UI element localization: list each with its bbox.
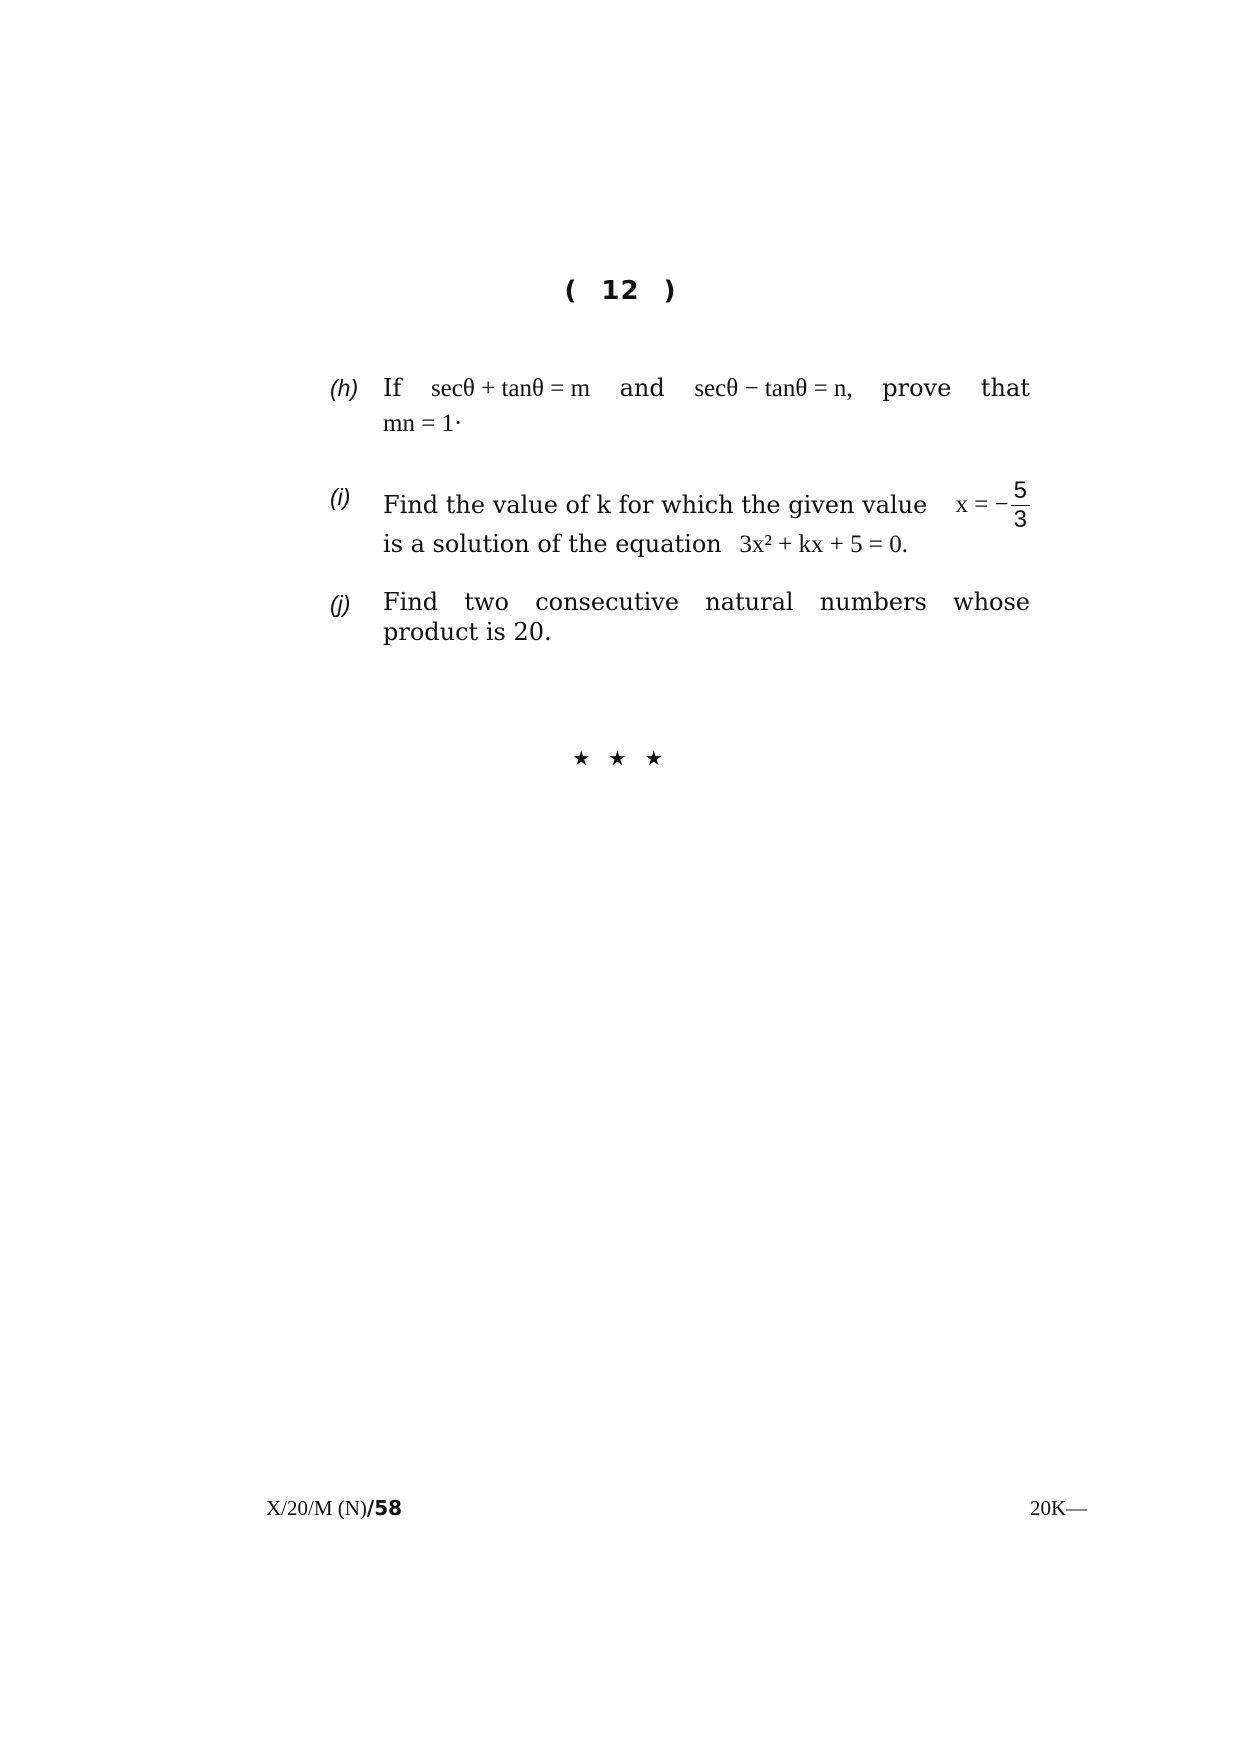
question-h-line-1: [383, 372, 1030, 405]
footer-paper-code-text: X/20/M (N): [266, 1496, 367, 1520]
question-h-prove: prove: [882, 374, 952, 402]
page-number: [0, 276, 1241, 306]
question-h-that: that: [980, 374, 1030, 402]
question-h: [330, 372, 1030, 440]
question-j: [330, 587, 1030, 647]
question-j-label: (j): [330, 591, 351, 617]
question-i-x-eq: x = −: [955, 491, 1009, 518]
question-i-label: (i): [330, 484, 351, 510]
question-i-fraction-numerator: 5: [1011, 477, 1030, 506]
question-j-line-2: product is 20.: [383, 618, 552, 646]
footer-paper-code: [266, 1496, 402, 1521]
question-h-expr1: secθ + tanθ = m: [430, 375, 591, 402]
page-number-open-paren: (: [564, 276, 578, 306]
question-h-label: (h): [330, 375, 359, 401]
question-j-line-1: Find two consecutive natural numbers whose: [383, 588, 1030, 616]
footer-paper-code-number: /58: [366, 1496, 403, 1520]
question-i-line-2-text: is a solution of the equation: [383, 530, 722, 558]
question-i-line-1: [383, 477, 1030, 534]
question-i-line-1-text: Find the value of k for which the given value: [383, 491, 928, 519]
question-h-and: and: [619, 374, 665, 402]
question-i-line-2: [383, 528, 1030, 561]
question-i-fraction-denominator: 3: [1013, 506, 1027, 533]
page-number-close-paren: ): [663, 276, 677, 306]
question-i-equation: 3x² + kx + 5 = 0.: [739, 531, 908, 558]
question-i-fraction: [1011, 477, 1030, 534]
section-end-stars: ★ ★ ★: [572, 746, 669, 770]
page-number-value: 12: [601, 276, 640, 306]
question-i-x-value: [955, 477, 1030, 534]
footer-print-count: 20K—: [1030, 1496, 1088, 1520]
question-h-if: If: [383, 374, 402, 402]
question-h-result: mn = 1·: [383, 410, 463, 437]
question-h-expr2: secθ − tanθ = n,: [694, 375, 853, 402]
question-i: [330, 477, 1030, 561]
